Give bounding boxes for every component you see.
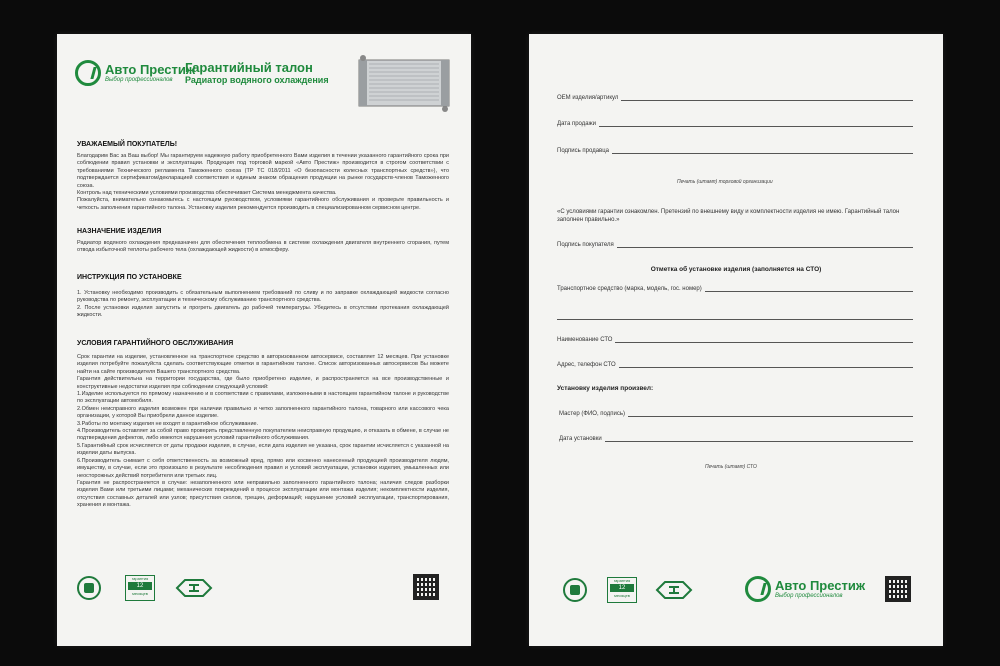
sto-address-label: Адрес, телефон СТО [557, 362, 616, 368]
seller-stamp-caption: Печать (штамп) торговой организации [677, 179, 773, 185]
document-title: Гарантийный талон [185, 60, 313, 75]
sto-name-line[interactable] [615, 336, 913, 343]
purpose-text: Радиатор водяного охлаждения предназначен для обеспечения теплообмена в системе охлаждения двигателя внутреннего сгорания, путем отвода избыточной теплоты рабочего тела (охлаждающей жидкости) в атмосферу. [77, 240, 449, 254]
brand-name: Авто Престиж [105, 62, 196, 77]
certification-seal-icon [77, 576, 101, 600]
seller-signature-field[interactable] [557, 147, 913, 154]
install-date-line[interactable] [605, 435, 913, 442]
seller-sign-label: Подпись продавца [557, 148, 610, 154]
sto-stamp-caption: Печать (штамп) СТО [705, 464, 757, 470]
sto-name-field[interactable] [557, 336, 913, 343]
sto-address-field[interactable] [557, 361, 913, 368]
install-heading: ИНСТРУКЦИЯ ПО УСТАНОВКЕ [77, 274, 182, 281]
installed-by-label: Установку изделия произвел: [557, 385, 654, 392]
oem-line[interactable] [621, 94, 913, 101]
sale-date-label: Дата продажи [557, 121, 596, 127]
brand-name: Авто Престиж [775, 578, 866, 593]
qr-code-icon [885, 576, 911, 602]
left-footer-icons [75, 574, 455, 614]
buyer-sign-line[interactable] [617, 241, 913, 248]
seller-sign-line[interactable] [612, 147, 913, 154]
brand-logo [745, 576, 865, 602]
master-field[interactable] [559, 410, 913, 417]
agreement-text: «С условиями гарантии ознакомлен. Претензий по внешнему виду и комплектности изделия не имею. Гарантийный талон заполнен правильно.» [557, 209, 900, 223]
vehicle-label: Транспортное средство (марка, модель, гос. номер) [557, 286, 702, 292]
oem-field[interactable] [557, 94, 913, 101]
brand-tagline: Выбор профессионалов [105, 77, 173, 83]
eac-mark-icon [175, 578, 213, 598]
install-section-title: Отметка об установке изделия (заполняется на СТО) [650, 266, 822, 273]
qr-code-icon [413, 574, 439, 600]
brand-logo-icon [75, 60, 101, 86]
brand-tagline: Выбор профессионалов [775, 593, 843, 599]
brand-logo-icon [745, 576, 771, 602]
warranty-badge-top: гарантия [613, 578, 631, 583]
sale-date-field[interactable] [557, 120, 913, 127]
sale-date-line[interactable] [599, 120, 913, 127]
brand-logo [75, 60, 195, 86]
warranty-badge-icon [125, 575, 155, 601]
document-subtitle: Радиатор водяного охлаждения [185, 75, 329, 85]
certification-seal-icon [563, 578, 587, 602]
warranty-badge-bottom: месяцев [132, 591, 148, 596]
warranty-page-back [529, 34, 943, 646]
warranty-badge-bottom: месяцев [614, 593, 630, 598]
warranty-badge-months: 12 [610, 584, 634, 592]
install-text: 1. Установку необходимо производить с обязательным выполнением требований по сливу и по заправке охлаждающей жидкости согласно руководства по ремонту, эксплуатации и техническому обслуживанию транспортного средства. 2. После установки изделия запустить и прогреть двигатель до рабочей температуры. Убедитесь в отсутствии протекания охлаждающей жидкости. [77, 290, 449, 319]
sto-name-label: Наименование СТО [557, 337, 613, 343]
greeting-heading: УВАЖАЕМЫЙ ПОКУПАТЕЛЬ! [77, 141, 178, 148]
eac-mark-icon [655, 580, 693, 600]
service-heading: УСЛОВИЯ ГАРАНТИЙНОГО ОБСЛУЖИВАНИЯ [77, 340, 234, 347]
buyer-signature-field[interactable] [557, 241, 913, 248]
sto-address-line[interactable] [619, 361, 913, 368]
purpose-heading: НАЗНАЧЕНИЕ ИЗДЕЛИЯ [77, 228, 162, 235]
warranty-badge-months: 12 [128, 582, 152, 590]
oem-label: OEM изделия/артикул [557, 95, 619, 101]
vehicle-line[interactable] [705, 285, 913, 292]
install-date-field[interactable] [559, 435, 913, 442]
right-footer-icons [547, 574, 927, 614]
warranty-badge-icon [607, 577, 637, 603]
warranty-page-front [57, 34, 471, 646]
radiator-icon [357, 54, 451, 112]
vehicle-field[interactable] [557, 285, 913, 292]
service-conditions-text: Срок гарантии на изделие, установленное на транспортное средство в авторизованном автосервисе, составляет 12 месяцев. При установке изделия потребуйте пожалуйста сделать соответствующие отметки в гарантийном талоне. Список авторизованных автосервисов Вы можете найти на сайте производителя Вашего транспортного средства. Гарантия действительна на территории государства, где было приобретено изделие, и распространяется на все производственные и конструктивные недостатки изделия при соблюдении следующий условий: 1.Изделие используется по прямому назначению и в соответствии с правилами, изложенными в настоящем гарантийном талоне и руководстве по эксплуатации автомобиля. 2.Обмен неисправного изделия возможен при наличии правильно и четко заполненного гарантийного талона, товарного или кассового чека организации, у которой Вы приобрели данное изделие. 3.Работы по монтажу изделия не входят в гарантийное обслуживание. 4.Производитель оставляет за собой право проверить представленную покупателем неисправную продукцию, и отказать в обмене, в случае не подтверждения дефектов, либо имеются нарушения условий гарантийного обслуживания. 5.Гарантийный срок исчисляется от даты продажи изделия, в случае, если дата изделия не указана, срок гарантии исчисляется с указанной на изделии даты выпуска. 6.Производитель снимает с себя ответственность за возможный вред, прямо или косвенно нанесенный продукцией производителя людям, имуществу, в случае, если это произошло в результате несоблюдения правил и условий эксплуатации, установки изделия, умышленных или неосторожных действий потребителя или третьих лиц. Гарантия не распространяется в случае: незаполненного или неправильно заполненного гарантийного талона; наличия следов разборки изделия Вами или третьими лицами; механических повреждений в процессе эксплуатации или монтажа изделия; некомплектности изделия, отсутствия составных деталей или узлов; присутствия сколов, трещин, деформаций; нарушение условий эксплуатации, транспортирования, хранения и монтажа. [77, 354, 449, 509]
master-label: Мастер (ФИО, подпись) [559, 411, 625, 417]
vehicle-line-2[interactable] [557, 319, 913, 320]
greeting-text: Благодарим Вас за Ваш выбор! Мы гарантируем надежную работу приобретенного Вами изделия в течении указанного гарантийного срока при соблюдении правил установки и эксплуатации. Продукция под торговой маркой «Авто Престиж» производится в строгом соответствии с требованиями Технического регламента Таможенного союза (ТР ТС 018/2011 «О безопасности колесных транспортных средств»), что подтверждается сертификатом/декларацией соответствия и единым знаком обращения продукции на рынке государств-членов Таможенного союза. Контроль над техническими условиями производства обеспечивает Система менеджмента качества. Пожалуйста, внимательно ознакомьтесь с настоящим руководством, условиями гарантийного обслуживания и проверьте правильность и четкость заполнения гарантийного талона. Установку изделия рекомендуется производить в специализированном сервисном центре. [77, 153, 449, 211]
install-date-label: Дата установки [559, 436, 602, 442]
buyer-sign-label: Подпись покупателя [557, 242, 614, 248]
master-line[interactable] [628, 410, 913, 417]
warranty-badge-top: гарантия [131, 576, 149, 581]
